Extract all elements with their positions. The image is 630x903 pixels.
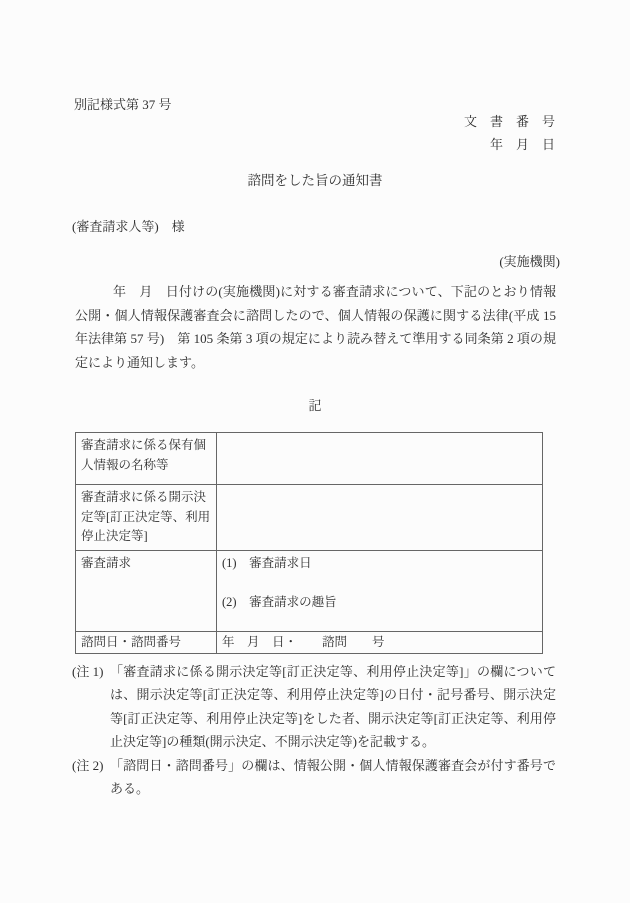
note-1-marker: (注 1) <box>72 664 104 679</box>
row-value-held-personal-info <box>217 433 543 485</box>
addressee-line: (審査請求人等) 様 <box>72 219 185 234</box>
row-label-referral-date-number: 諮問日・諮問番号 <box>76 631 217 654</box>
review-request-purport-item: (2) 審査請求の趣旨 <box>222 594 337 609</box>
form-number: 別記様式第 37 号 <box>74 97 172 112</box>
note-1 <box>72 660 556 754</box>
table-row <box>76 631 543 654</box>
notes-section <box>72 660 556 800</box>
row-label-review-request: 審査請求 <box>76 550 217 631</box>
date-placeholder: 年 月 日 <box>489 137 555 152</box>
note-1-text: 「審査請求に係る開示決定等[訂正決定等、利用停止決定等]」の欄については、開示決定等[訂正決定等、利用停止決定等]の日付・記号番号、開示決定等[訂正決定等、利用停止決定等]をした者、開示決定等[訂正決定等、利用停止決定等]の種類(開示決定、不開示決定等)を記載する。 <box>110 664 556 750</box>
table-row <box>76 433 543 485</box>
row-value-referral-date-number: 年 月 日・ 諮問 号 <box>217 631 543 654</box>
row-label-held-personal-info: 審査請求に係る保有個人情報の名称等 <box>76 433 217 485</box>
row-label-disclosure-decision: 審査請求に係る開示決定等[訂正決定等、利用停止決定等] <box>76 485 217 551</box>
ki-heading: 記 <box>308 398 322 413</box>
row-value-review-request <box>217 550 543 631</box>
row-value-disclosure-decision <box>217 485 543 551</box>
note-2-text: 「諮問日・諮問番号」の欄は、情報公開・個人情報保護審査会が付す番号である。 <box>110 757 556 797</box>
document-number-placeholder: 文 書 番 号 <box>463 114 555 129</box>
body-paragraph: 年 月 日付けの(実施機関)に対する審査請求について、下記のとおり情報公開・個人情報保護審査会に諮問したので、個人情報の保護に関する法律(平成 15 年法律第 57 号) 第 105 条第 3 項の規定により読み替えて準用する同条第 2 項の規定により通知します。 <box>75 284 556 370</box>
table-row <box>76 485 543 551</box>
table-row <box>76 550 543 631</box>
note-2 <box>72 754 556 801</box>
detail-table <box>75 432 543 654</box>
issuer-line: (実施機関) <box>499 254 560 269</box>
note-2-marker: (注 2) <box>72 757 104 773</box>
document-title: 諮問をした旨の通知書 <box>247 173 383 188</box>
review-request-date-item: (1) 審査請求日 <box>222 555 312 570</box>
